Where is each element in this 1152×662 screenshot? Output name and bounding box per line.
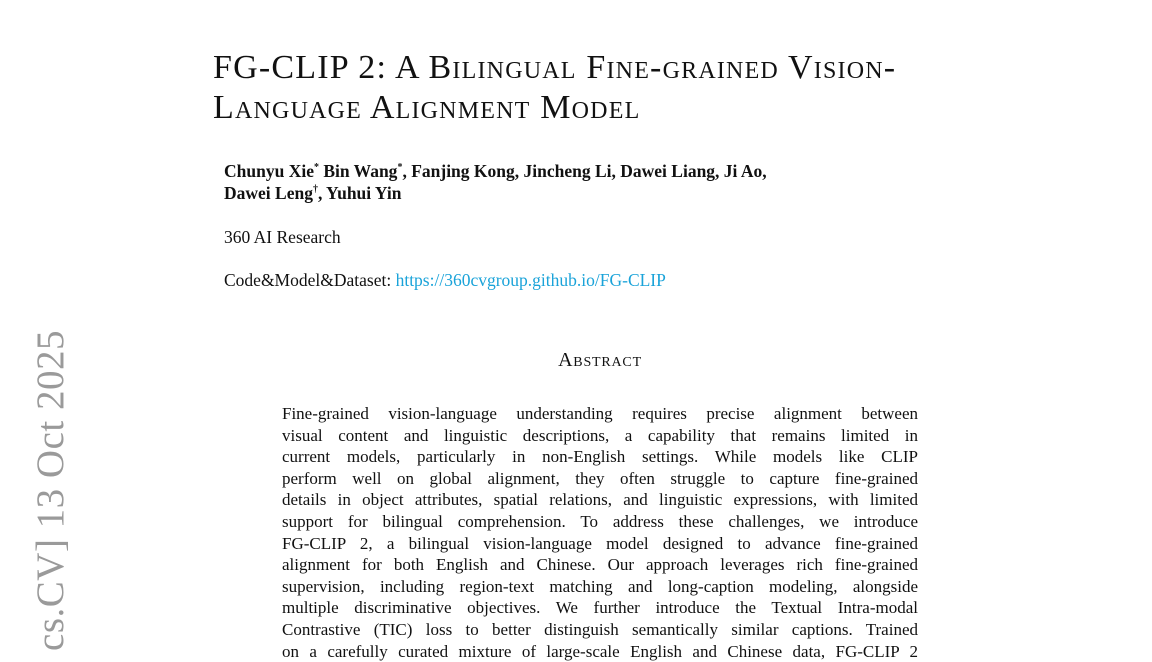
title-line-1: FG-CLIP 2: A Bilingual Fine-grained Vision- (213, 49, 897, 86)
abstract-line: Fine-grained vision-language understanding requires precise alignment between (282, 404, 918, 423)
abstract-heading: Abstract (558, 349, 642, 371)
affiliation: 360 AI Research (224, 227, 341, 247)
author-names: , Fanjing Kong, Jincheng Li, Dawei Liang, Ji Ao, (402, 161, 767, 181)
corresponding-author-mark: † (312, 184, 318, 195)
author-name: Chunyu Xie (224, 161, 314, 181)
arxiv-side-stamp: cs.CV] 13 Oct 2025 (29, 330, 72, 651)
title-line-2: Language Alignment Model (213, 89, 641, 126)
abstract-line: perform well on global alignment, they often struggle to capture fine-grained (282, 468, 918, 488)
author-name: Bin Wang (318, 161, 398, 181)
equal-contribution-mark: * (313, 162, 319, 173)
abstract-line: Contrastive (TIC) loss to better distinguish semantically similar captions. Trained (282, 619, 918, 639)
project-link[interactable]: https://360cvgroup.github.io/FG-CLIP (395, 270, 666, 290)
author-names: , Yuhui Yin (317, 183, 402, 203)
abstract-line: on a carefully curated mixture of large-scale English and Chinese data, FG-CLIP 2 (282, 641, 918, 661)
code-label: Code&Model&Dataset: (224, 270, 396, 290)
abstract-line: multiple discriminative objectives. We further introduce the Textual Intra-modal (282, 598, 918, 618)
equal-contribution-mark: * (397, 162, 403, 173)
author-name: Dawei Leng (224, 183, 313, 203)
author-list (224, 160, 924, 204)
abstract-body (282, 403, 918, 662)
abstract-line: FG-CLIP 2, a bilingual vision-language model designed to advance fine-grained (282, 533, 918, 553)
abstract-line: supervision, including region-text matching and long-caption modeling, alongside (282, 576, 918, 596)
abstract-line: support for bilingual comprehension. To address these challenges, we introduce (282, 511, 918, 531)
abstract-line: current models, particularly in non-English settings. While models like CLIP (282, 447, 918, 467)
abstract-line: alignment for both English and Chinese. Our approach leverages rich fine-grained (282, 555, 918, 575)
paper-title (213, 48, 1093, 128)
code-line (224, 270, 666, 291)
abstract-line: visual content and linguistic descriptions, a capability that remains limited in (282, 425, 918, 445)
abstract-line: details in object attributes, spatial relations, and linguistic expressions, with limited (282, 490, 918, 510)
